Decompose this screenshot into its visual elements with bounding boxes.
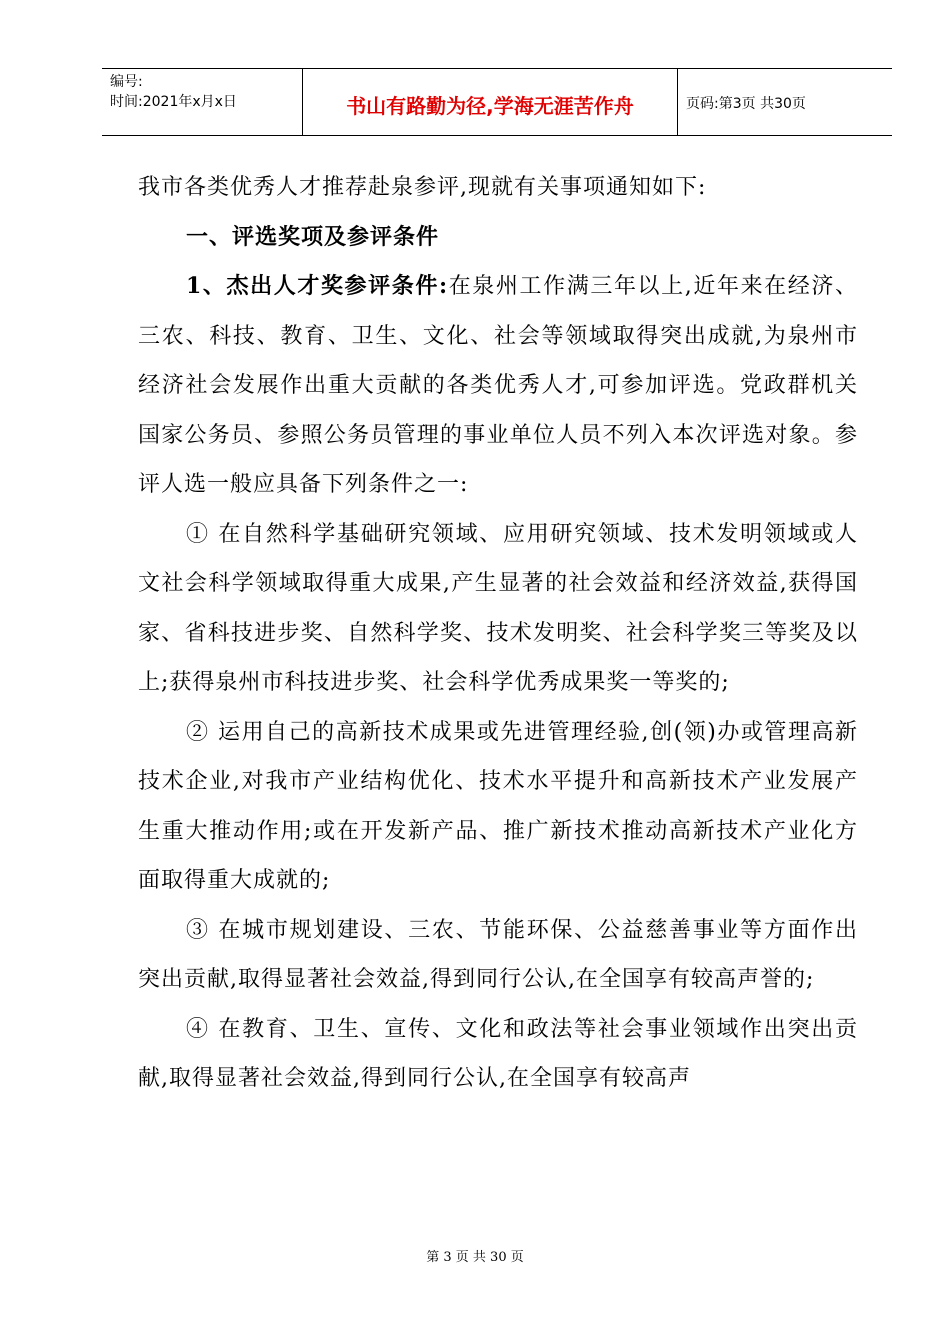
condition-2: ② 运用自己的高新技术成果或先进管理经验,创(领)办或管理高新技术企业,对我市产业结构优化、技术水平提升和高新技术产业发展产生重大推动作用;或在开发新产品、推广新技术推动高新技术产业化方面取得重大成就的; bbox=[138, 719, 858, 893]
item1-heading: 1、杰出人才奖参评条件: bbox=[186, 273, 449, 299]
header-page-code: 页码:第3页 共30页 bbox=[686, 96, 806, 112]
time-label: 时间:2021年x月x日 bbox=[110, 94, 237, 110]
condition-3: ③ 在城市规划建设、三农、节能环保、公益慈善事业等方面作出突出贡献,取得显著社会效益,得到同行公认,在全国享有较高声誉的; bbox=[138, 917, 858, 992]
header-meta bbox=[102, 69, 303, 135]
item1-text: 在泉州工作满三年以上,近年来在经济、三农、科技、教育、卫生、文化、社会等领域取得突出成就,为泉州市经济社会发展作出重大贡献的各类优秀人才,可参加评选。党政群机关国家公务员、参照公务员管理的事业单位人员不列入本次评选对象。参评人选一般应具备下列条件之一: bbox=[138, 274, 858, 497]
page-footer: 第 3 页 共 30 页 bbox=[426, 1250, 524, 1265]
document-body bbox=[138, 163, 858, 1104]
condition-4: ④ 在教育、卫生、宣传、文化和政法等社会事业领域作出突出贡献,取得显著社会效益,得到同行公认,在全国享有较高声 bbox=[138, 1016, 858, 1091]
header-motto: 书山有路勤为径,学海无涯苦作舟 bbox=[303, 69, 678, 135]
intro-paragraph: 我市各类优秀人才推荐赴泉参评,现就有关事项通知如下: bbox=[138, 175, 707, 200]
section-heading: 一、评选奖项及参评条件 bbox=[186, 223, 440, 250]
page-header bbox=[102, 68, 892, 136]
number-label: 编号: bbox=[110, 74, 143, 90]
condition-1: ① 在自然科学基础研究领域、应用研究领域、技术发明领域或人文社会科学领域取得重大成果,产生显著的社会效益和经济效益,获得国家、省科技进步奖、自然科学奖、技术发明奖、社会科学奖三等奖及以上;获得泉州市科技进步奖、社会科学优秀成果奖一等奖的; bbox=[138, 521, 858, 695]
item1-paragraph bbox=[138, 262, 858, 510]
